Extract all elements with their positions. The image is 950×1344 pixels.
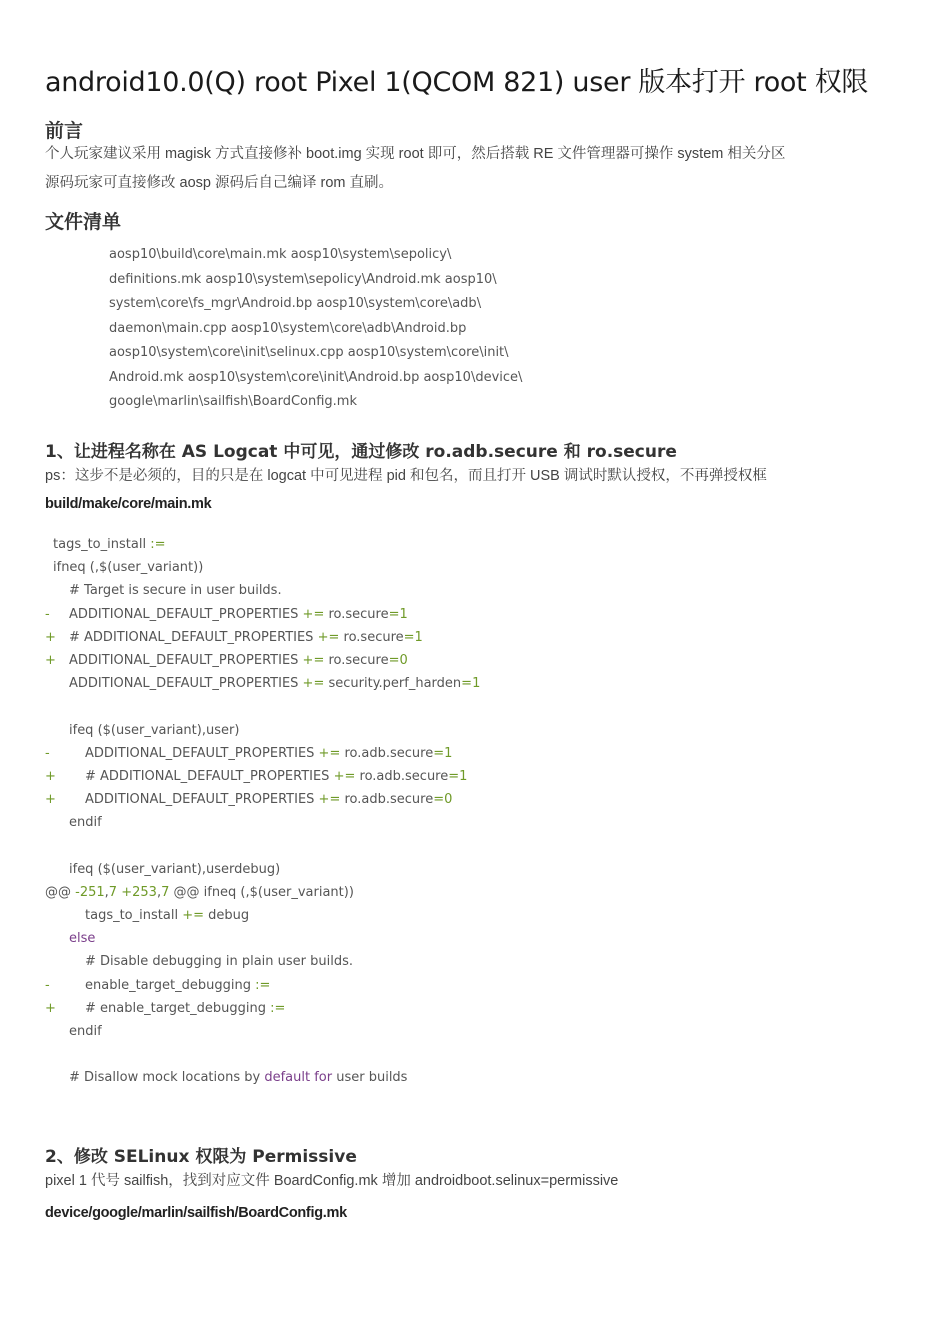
code-line-text [85, 765, 467, 788]
code-token: ro.secure [324, 606, 389, 622]
code-line-text [53, 556, 203, 579]
code-token: = [388, 652, 400, 668]
file-list-line: daemon\main.cpp aosp10\system\core\adb\Android.bp [109, 320, 467, 336]
code-line [45, 626, 925, 649]
code-token: 1 [444, 745, 453, 761]
code-token: ADDITIONAL_DEFAULT_PROPERTIES [69, 652, 303, 668]
page-title: android10.0(Q) root Pixel 1(QCOM 821) user 版本打开 root 权限 [45, 67, 869, 98]
code-token: enable_target_debugging [85, 977, 256, 993]
diff-removed-marker: - [45, 606, 50, 622]
code-line-text [69, 649, 408, 672]
code-line-text [69, 1066, 407, 1089]
file-list-line: Android.mk aosp10\system\core\init\Android.bp aosp10\device\ [109, 369, 523, 385]
code-token: user builds [332, 1070, 408, 1086]
code-line-text [69, 927, 95, 950]
code-line-text [85, 788, 452, 811]
code-token: = [403, 629, 415, 645]
code-token: tags_to_install [53, 537, 151, 552]
code-token: ADDITIONAL_DEFAULT_PROPERTIES [69, 676, 303, 692]
code-line-text [69, 858, 280, 881]
code-line-text [69, 579, 282, 602]
diff-added-marker: + [45, 629, 56, 645]
code-line [45, 881, 925, 904]
code-token: ADDITIONAL_DEFAULT_PROPERTIES [85, 792, 319, 808]
code-line [45, 1043, 925, 1066]
code-token: else [69, 931, 96, 947]
code-token: = [448, 768, 460, 784]
code-line [45, 788, 925, 811]
code-line [45, 811, 925, 834]
preface-line-2: 源码玩家可直接修改 aosp 源码后自己编译 rom 直刷。 [45, 175, 394, 191]
file-list-line: definitions.mk aosp10\system\sepolicy\Android.mk aosp10\ [109, 271, 497, 287]
code-token: += [317, 629, 340, 645]
code-token: 1 [459, 768, 468, 784]
code-token: += [182, 908, 204, 923]
code-token: ro.adb.secure [340, 745, 434, 761]
preface-line-1: 个人玩家建议采用 magisk 方式直接修补 boot.img 实现 root 即可，然后搭载 RE 文件管理器可操作 system 相关分区 [45, 146, 786, 162]
code-token: = [461, 676, 473, 692]
code-line-text [85, 950, 353, 973]
code-token: ro.secure [339, 629, 404, 645]
code-line [45, 579, 925, 602]
code-token: # ADDITIONAL_DEFAULT_PROPERTIES [69, 629, 318, 645]
code-token: security.perf_harden [324, 676, 462, 692]
code-line [45, 904, 925, 927]
code-token: = [433, 745, 445, 761]
code-token: # ADDITIONAL_DEFAULT_PROPERTIES [85, 768, 334, 784]
code-line-text [53, 533, 165, 556]
code-line [45, 533, 925, 556]
section1-heading: 1、让进程名称在 AS Logcat 中可见，通过修改 ro.adb.secure 和 ro.secure [45, 442, 677, 462]
diff-removed-marker: - [45, 745, 50, 761]
code-token: # Target is secure in user builds. [69, 583, 282, 599]
code-line-text [69, 811, 102, 834]
code-token: 1 [399, 606, 408, 622]
code-token: 0 [399, 652, 408, 668]
code-line-text [69, 672, 480, 695]
code-line-text [69, 603, 408, 626]
code-token: += [302, 606, 325, 622]
section2-heading: 2、修改 SELinux 权限为 Permissive [45, 1147, 357, 1167]
code-token: += [318, 745, 341, 761]
code-token: -251 [75, 884, 105, 900]
code-line-text [85, 904, 249, 927]
code-token: += [302, 652, 325, 668]
code-line [45, 742, 925, 765]
code-line [45, 672, 925, 695]
preface-heading: 前言 [45, 120, 84, 142]
code-token: # Disable debugging in plain user builds. [85, 954, 354, 970]
diff-added-marker: + [45, 768, 56, 784]
code-line-text [85, 974, 270, 997]
code-token: 7 [161, 884, 170, 900]
code-token: , [104, 884, 109, 900]
section2-note: pixel 1 代号 sailfish，找到对应文件 BoardConfig.mk 增加 androidboot.selinux=permissive [45, 1173, 619, 1189]
code-token: @@ [45, 884, 76, 900]
code-line-text [45, 881, 354, 904]
code-token: # Disallow mock locations by [69, 1070, 265, 1086]
code-token: += [302, 676, 325, 692]
code-token: , [156, 884, 162, 900]
code-line [45, 950, 925, 973]
code-token: := [150, 537, 166, 552]
diff-added-marker: + [45, 792, 56, 808]
code-token: for [314, 1070, 333, 1086]
code-token: default [264, 1070, 311, 1086]
section2-file-path: device/google/marlin/sailfish/BoardConfig.mk [45, 1205, 347, 1221]
code-line-text [85, 742, 452, 765]
code-line [45, 1066, 925, 1089]
section1-file-path: build/make/core/main.mk [45, 496, 212, 512]
code-line [45, 834, 925, 857]
section1-note: ps：这步不是必须的，目的只是在 logcat 中可见进程 pid 和包名，而且打开 USB 调试时默认授权，不再弹授权框 [45, 468, 767, 484]
code-line-text [69, 719, 239, 742]
code-line [45, 765, 925, 788]
code-line [45, 1020, 925, 1043]
code-token: = [433, 792, 445, 808]
code-token: debug [203, 908, 250, 923]
diff-added-marker: + [45, 652, 56, 668]
diff-added-marker: + [45, 1000, 56, 1016]
code-token: ADDITIONAL_DEFAULT_PROPERTIES [85, 745, 319, 761]
code-line-text [85, 997, 285, 1020]
code-token: ro.secure [324, 652, 389, 668]
code-token: += [318, 792, 341, 808]
file-list-line: google\marlin\sailfish\BoardConfig.mk [109, 394, 358, 409]
code-token: endif [69, 815, 102, 831]
code-token: ro.adb.secure [355, 768, 449, 784]
code-line [45, 974, 925, 997]
code-line [45, 695, 925, 718]
file-list-line: system\core\fs_mgr\Android.bp aosp10\system\core\adb\ [109, 296, 482, 311]
code-token: tags_to_install [85, 908, 183, 923]
code-line-text [69, 626, 423, 649]
code-token: 1 [472, 676, 481, 692]
code-line [45, 997, 925, 1020]
code-token: ADDITIONAL_DEFAULT_PROPERTIES [69, 606, 303, 622]
code-token: = [388, 606, 400, 622]
code-line [45, 927, 925, 950]
code-token: ifeq ($(user_variant),userdebug) [69, 861, 281, 877]
code-token: 7 [108, 884, 118, 900]
code-line [45, 719, 925, 742]
code-line [45, 858, 925, 881]
code-token: 0 [444, 792, 453, 808]
file-list-heading: 文件清单 [45, 211, 122, 233]
code-token: endif [69, 1023, 102, 1039]
code-token: # enable_target_debugging [85, 1000, 271, 1016]
code-token: ifneq (,$(user_variant)) [53, 560, 204, 576]
file-list-line: aosp10\system\core\init\selinux.cpp aosp10\system\core\init\ [109, 345, 509, 360]
code-token: 1 [414, 629, 423, 645]
code-token: @@ ifneq (,$(user_variant)) [169, 884, 354, 900]
code-token: +253 [121, 884, 157, 900]
file-list [109, 243, 549, 415]
code-token: ifeq ($(user_variant),user) [69, 722, 240, 738]
file-list-line: aosp10\build\core\main.mk aosp10\system\sepolicy\ [109, 247, 452, 262]
code-diff-block [45, 533, 925, 1090]
code-token: := [270, 1000, 286, 1016]
code-line-text [69, 1020, 102, 1043]
code-token: ro.adb.secure [340, 792, 434, 808]
code-line [45, 649, 925, 672]
diff-removed-marker: - [45, 977, 50, 993]
code-line [45, 603, 925, 626]
code-token: += [333, 768, 356, 784]
code-token: := [255, 977, 271, 993]
code-line [45, 556, 925, 579]
